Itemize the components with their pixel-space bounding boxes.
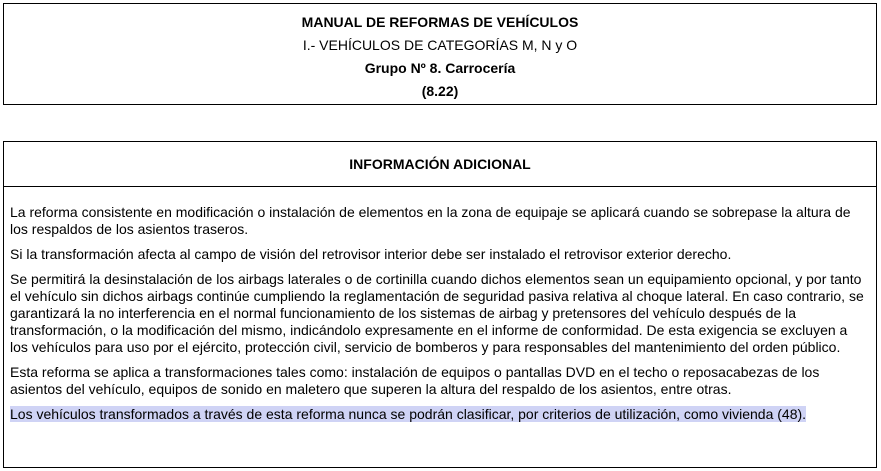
- paragraph: Esta reforma se aplica a transformaciones tales como: instalación de equipos o pantallas DVD en el techo o reposacabezas de los asientos del vehículo, equipos de sonido en maletero que superen la altura del respaldo de los asientos, entre otras.: [10, 364, 820, 397]
- paragraph: La reforma consistente en modificación o instalación de elementos en la zona de equipaje se aplicará cuando se sobrepase la altura de los respaldos de los asientos traseros.: [10, 204, 851, 237]
- group-title: Grupo Nº 8. Carrocería: [364, 60, 516, 76]
- additional-info-section: [3, 141, 877, 468]
- info-body: [10, 204, 866, 431]
- manual-title: MANUAL DE REFORMAS DE VEHÍCULOS: [301, 14, 579, 30]
- document-header: [3, 3, 877, 105]
- section-title: INFORMACIÓN ADICIONAL: [4, 142, 876, 187]
- highlighted-text[interactable]: Los vehículos transformados a través de esta reforma nunca se podrán clasificar, por criterios de utilización, como vivienda (48).: [10, 406, 807, 422]
- paragraph: Se permitirá la desinstalación de los airbags laterales o de cortinilla cuando dichos elementos sean un equipamiento opcional, y por tanto el vehículo sin dichos airbags continúe cumpliendo la reglamentación de seguridad pasiva relativa al choque lateral. En caso contrario, se garantizará la no interferencia en el normal funcionamiento de los sistemas de airbag y pretensores del vehículo después de la transformación, o la modificación del mismo, indicándolo expresamente en el informe de conformidad. De esta exigencia se excluyen a los vehículos para uso por el ejército, protección civil, servicio de bomberos y para responsables del mantenimiento del orden público.: [10, 271, 864, 355]
- paragraph: Si la transformación afecta al campo de visión del retrovisor interior debe ser instalado el retrovisor exterior derecho.: [10, 246, 732, 262]
- category-subtitle: I.- VEHÍCULOS DE CATEGORÍAS M, N y O: [302, 37, 578, 53]
- section-code: (8.22): [421, 83, 459, 99]
- highlighted-paragraph: [10, 406, 866, 423]
